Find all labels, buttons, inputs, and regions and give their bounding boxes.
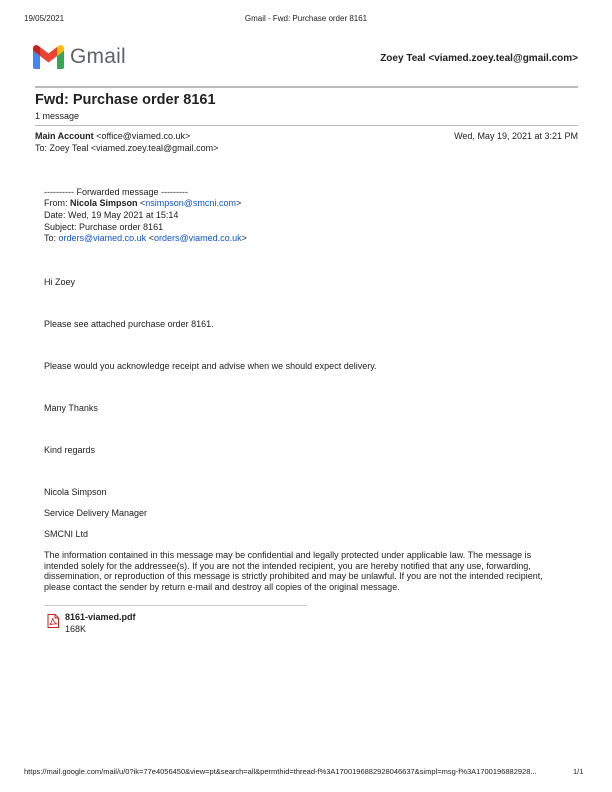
print-page-number: 1/1 — [573, 767, 584, 776]
thread-divider — [35, 125, 578, 126]
thread-subject: Fwd: Purchase order 8161 — [35, 92, 216, 108]
forwarded-subject: Subject: Purchase order 8161 — [44, 222, 164, 232]
pdf-icon[interactable] — [47, 614, 59, 633]
message-count: 1 message — [35, 111, 80, 121]
gmail-m-icon — [33, 45, 64, 69]
message-to: To: Zoey Teal <viamed.zoey.teal@gmail.com> — [35, 143, 219, 153]
legal-disclaimer: The information contained in this message may be confidential and legally protected under applicable law. The message is intended solely for the addressee(s). If you are not the intended recipient, you are hereby notified that any use, forwarding, dissemination, or reproduction of this message is strictly prohibited and may be unlawful. If you are not the intended recipient, please contact the sender by return e-mail and destroy all copies of the original message. — [44, 550, 543, 592]
forwarded-from-email-link[interactable]: nsimpson@smcni.com — [145, 198, 236, 208]
print-title: Gmail - Fwd: Purchase order 8161 — [244, 14, 368, 23]
print-url: https://mail.google.com/mail/u/0?ik=77e4056450&view=pt&search=all&permthid=thread-f%3A1700196882928046637&simpl=msg-f%3A1700196882928... — [24, 767, 537, 776]
forwarded-to-open: < — [146, 233, 154, 243]
forwarded-from-name: Nicola Simpson — [70, 198, 138, 208]
body-greeting: Hi Zoey — [44, 277, 76, 287]
forwarded-to-email-link[interactable]: orders@viamed.co.uk — [58, 233, 147, 243]
attachment-name[interactable]: 8161-viamed.pdf — [65, 612, 136, 622]
body-line-2: Please would you acknowledge receipt and advise when we should expect delivery. — [44, 361, 377, 371]
message-from — [35, 131, 190, 141]
signature-company: SMCNI Ltd — [44, 529, 89, 539]
gmail-wordmark: Gmail — [70, 45, 126, 68]
gmail-logo[interactable] — [33, 44, 126, 70]
signature-title: Service Delivery Manager — [44, 508, 148, 518]
sender-name: Main Account — [35, 131, 94, 141]
header-divider — [35, 86, 578, 88]
forwarded-to-label: To: — [44, 233, 59, 243]
sender-email: <office@viamed.co.uk> — [96, 131, 191, 141]
forwarded-from — [44, 198, 574, 209]
forwarded-to — [44, 233, 574, 244]
forwarded-to-close: > — [241, 233, 247, 243]
forwarded-from-label: From: — [44, 198, 70, 208]
signature-name: Nicola Simpson — [44, 487, 107, 497]
forwarded-to-email-link-2[interactable]: orders@viamed.co.uk — [153, 233, 242, 243]
account-label: Zoey Teal <viamed.zoey.teal@gmail.com> — [380, 53, 578, 64]
body-thanks: Many Thanks — [44, 403, 98, 413]
message-date: Wed, May 19, 2021 at 3:21 PM — [454, 131, 578, 141]
forwarded-from-close: > — [235, 198, 242, 208]
forwarded-header: ---------- Forwarded message --------- — [44, 187, 188, 197]
attachment-divider — [44, 605, 307, 606]
body-line-1: Please see attached purchase order 8161. — [44, 319, 214, 329]
forwarded-date: Date: Wed, 19 May 2021 at 15:14 — [44, 210, 179, 220]
body-regards: Kind regards — [44, 445, 96, 455]
print-date: 19/05/2021 — [24, 14, 65, 23]
forwarded-from-open: < — [137, 198, 146, 208]
attachment-size: 168K — [65, 624, 87, 634]
